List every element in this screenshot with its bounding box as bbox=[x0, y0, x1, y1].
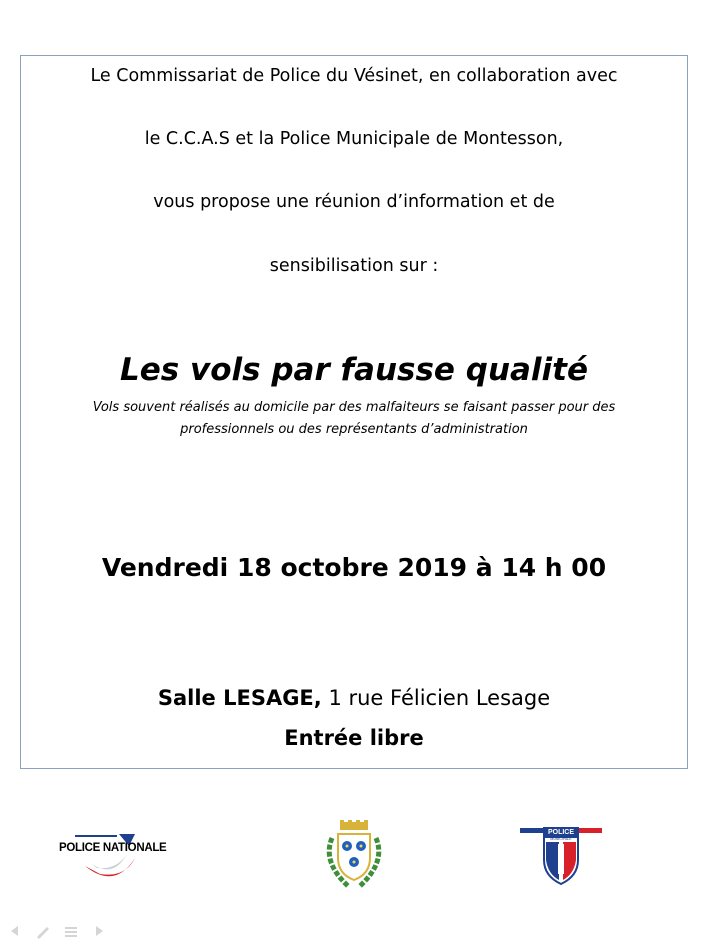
notice-frame bbox=[20, 55, 688, 769]
intro-line-4: sensibilisation sur : bbox=[269, 256, 439, 276]
arrow-right-icon[interactable] bbox=[90, 922, 108, 940]
intro-line-3: vous propose une réunion d’information et de bbox=[153, 192, 555, 212]
event-venue bbox=[21, 686, 687, 710]
police-municipale-text: POLICE bbox=[547, 829, 575, 836]
menu-icon[interactable] bbox=[62, 922, 80, 940]
police-nationale-logo bbox=[55, 828, 170, 890]
coat-of-arms-icon bbox=[318, 818, 390, 892]
police-nationale-swoosh-icon bbox=[55, 828, 170, 890]
event-date: Vendredi 18 octobre 2019 à 14 h 00 bbox=[101, 553, 607, 582]
police-municipale-logo bbox=[520, 824, 602, 888]
montesson-coat-of-arms bbox=[318, 818, 390, 892]
police-municipale-subtext: MUNICIPALE bbox=[550, 837, 572, 841]
slideshow-toolbar bbox=[6, 922, 108, 940]
venue-name: Salle LESAGE, bbox=[157, 686, 322, 710]
intro-line-2: le C.C.A.S et la Police Municipale de Montesson, bbox=[144, 129, 564, 149]
entry-info: Entrée libre bbox=[284, 726, 424, 750]
venue-address: 1 rue Félicien Lesage bbox=[321, 686, 551, 710]
pen-icon[interactable] bbox=[34, 922, 52, 940]
subtitle-line-2: professionnels ou des représentants d’administration bbox=[180, 422, 528, 437]
notice-title: Les vols par fausse qualité bbox=[119, 352, 589, 388]
arrow-left-icon[interactable] bbox=[6, 922, 24, 940]
intro-line-1: Le Commissariat de Police du Vésinet, en collaboration avec bbox=[90, 66, 618, 86]
subtitle-line-1: Vols souvent réalisés au domicile par des malfaiteurs se faisant passer pour des bbox=[92, 400, 616, 415]
police-nationale-text: POLICE NATIONALE bbox=[59, 842, 167, 854]
